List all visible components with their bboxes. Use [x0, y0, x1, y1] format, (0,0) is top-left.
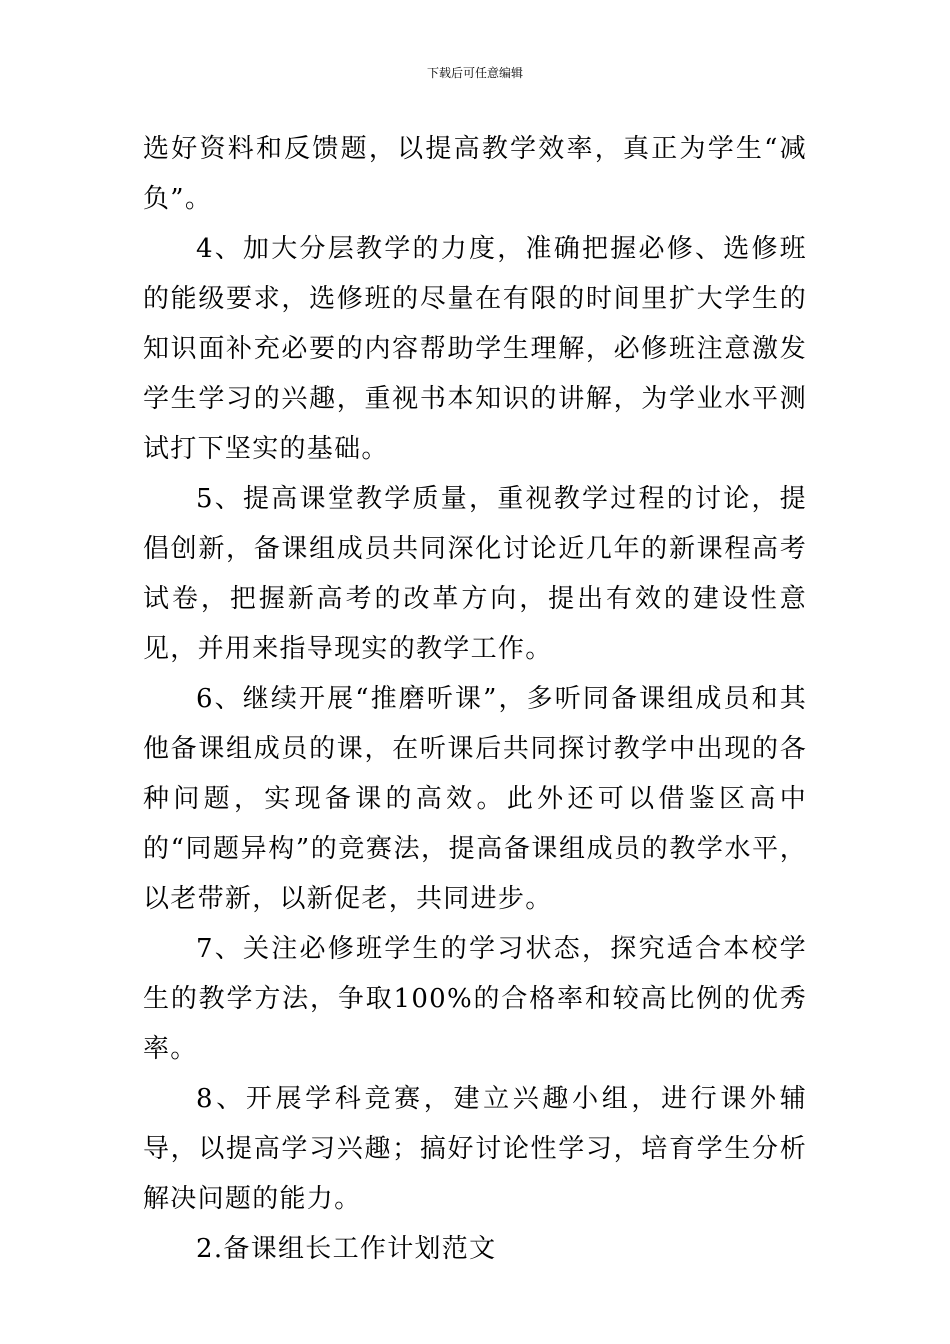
document-body	[143, 124, 807, 1274]
paragraph-continuation: 选好资料和反馈题，以提高教学效率，真正为学生“减负”。	[143, 134, 807, 214]
paragraph-item-5: 5、提高课堂教学质量，重视教学过程的讨论，提倡创新，备课组成员共同深化讨论近几年的新课程高考试卷，把握新高考的改革方向，提出有效的建设性意见，并用来指导现实的教学工作。	[143, 484, 807, 664]
page-header: 下载后可任意编辑	[426, 66, 523, 80]
section-heading: 2.备课组长工作计划范文	[196, 1234, 497, 1264]
paragraph-item-6: 6、继续开展“推磨听课”，多听同备课组成员和其他备课组成员的课，在听课后共同探讨教学中出现的各种问题，实现备课的高效。此外还可以借鉴区高中的“同题异构”的竞赛法，提高备课组成员的教学水平，以老带新，以新促老，共同进步。	[143, 684, 807, 914]
paragraph-item-7: 7、关注必修班学生的学习状态，探究适合本校学生的教学方法，争取100%的合格率和较高比例的优秀率。	[143, 934, 807, 1064]
paragraph-item-8: 8、开展学科竞赛，建立兴趣小组，进行课外辅导，以提高学习兴趣；搞好讨论性学习，培育学生分析解决问题的能力。	[143, 1084, 807, 1214]
paragraph-item-4: 4、加大分层教学的力度，准确把握必修、选修班的能级要求，选修班的尽量在有限的时间里扩大学生的知识面补充必要的内容帮助学生理解，必修班注意激发学生学习的兴趣，重视书本知识的讲解，为学业水平测试打下坚实的基础。	[143, 234, 807, 464]
